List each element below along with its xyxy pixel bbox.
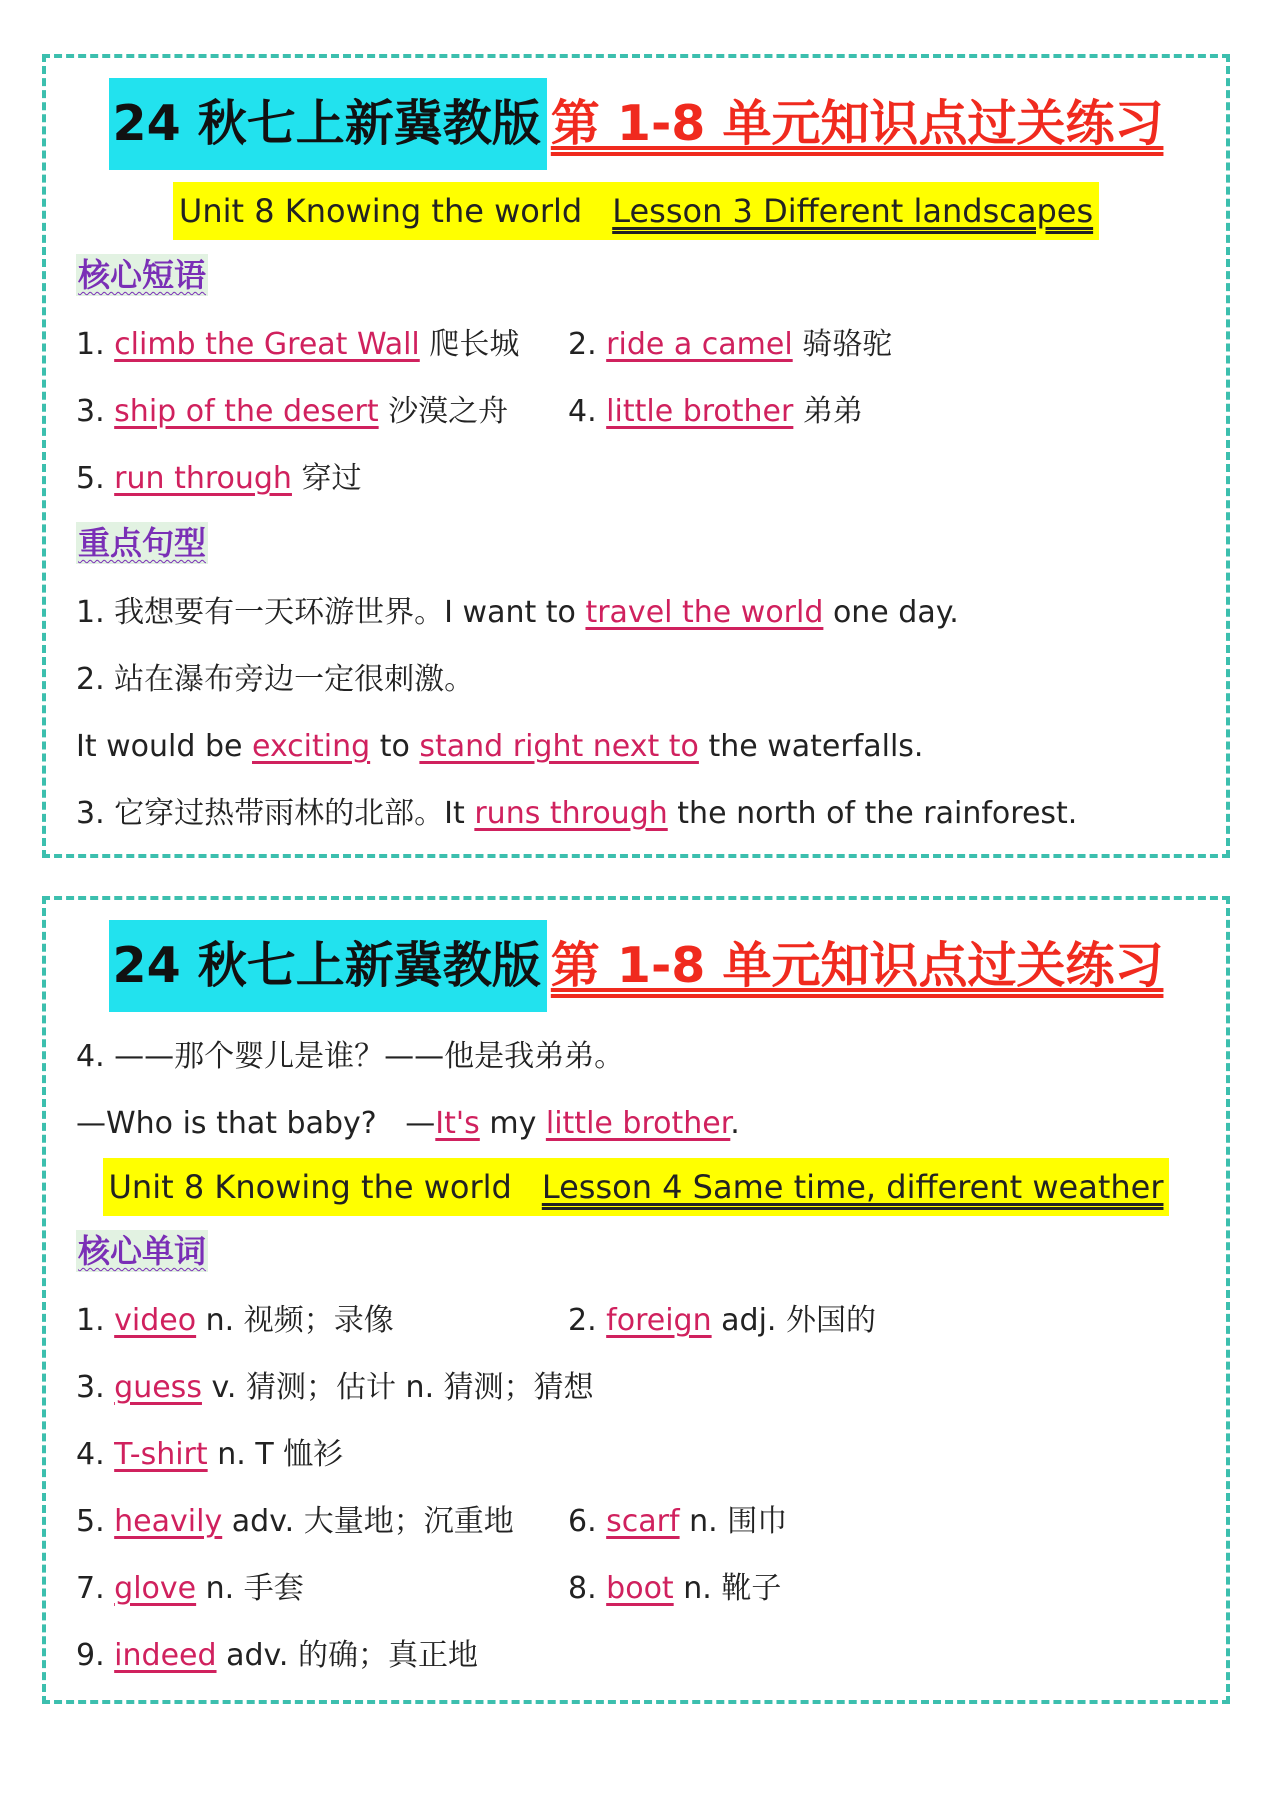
word-answer: foreign (606, 1303, 712, 1338)
sentence-item: 3. 它穿过热带雨林的北部。It runs through the north of the rainforest. (76, 796, 1078, 831)
phrase-item: 5. run through 穿过 (76, 461, 362, 496)
title-edition: 24 秋七上新冀教版 (109, 78, 547, 170)
sentence-translation: —Who is that baby? —It's my little brother. (76, 1106, 740, 1141)
sentence-answer: exciting (252, 729, 371, 764)
title-edition: 24 秋七上新冀教版 (109, 920, 547, 1012)
sentence-answer: stand right next to (419, 729, 699, 764)
phrase-answer: little brother (606, 394, 794, 429)
words-heading: 核心单词 (78, 1232, 207, 1270)
unit-title: Unit 8 Knowing the world (178, 192, 583, 230)
sentence-answer: runs through (474, 796, 668, 831)
unit-banner (46, 1158, 1226, 1216)
unit-lesson-highlight (103, 1158, 1170, 1216)
word-item: 6. scarf n. 围巾 (568, 1504, 788, 1539)
unit-lesson-highlight (173, 182, 1099, 240)
phrase-answer: run through (114, 461, 292, 496)
word-answer: T-shirt (114, 1437, 208, 1472)
word-item: 1. video n. 视频；录像 (76, 1303, 394, 1338)
word-answer: video (114, 1303, 197, 1338)
word-item: 2. foreign adj. 外国的 (568, 1303, 877, 1338)
phrase-answer: ride a camel (606, 327, 793, 362)
word-answer: indeed (114, 1638, 217, 1673)
word-answer: heavily (114, 1504, 223, 1539)
phrase-item: 4. little brother 弟弟 (568, 394, 863, 429)
sentence-item: 2. 站在瀑布旁边一定很刺激。 (76, 662, 475, 697)
page-title (46, 920, 1226, 1012)
sentence-answer: travel the world (585, 595, 824, 630)
sentence-item: 4. ——那个婴儿是谁？——他是我弟弟。 (76, 1039, 625, 1074)
word-item: 7. glove n. 手套 (76, 1571, 304, 1606)
worksheet-card-2 (42, 896, 1230, 1704)
unit-banner (46, 182, 1226, 240)
lesson-title: Lesson 3 Different landscapes (612, 192, 1094, 230)
phrase-answer: climb the Great Wall (114, 327, 420, 362)
worksheet-card-1 (42, 54, 1230, 858)
page-title (46, 78, 1226, 170)
sentence-answer: It's (435, 1106, 480, 1141)
unit-title: Unit 8 Knowing the world (108, 1168, 512, 1206)
sentences-heading: 重点句型 (78, 524, 207, 562)
word-answer: guess (114, 1370, 202, 1405)
word-item: 5. heavily adv. 大量地；沉重地 (76, 1504, 514, 1539)
sentence-translation: It would be exciting to stand right next to the waterfalls. (76, 729, 924, 764)
phrase-answer: ship of the desert (114, 394, 379, 429)
title-subject: 第 1-8 单元知识点过关练习 (550, 95, 1164, 152)
phrase-item: 2. ride a camel 骑骆驼 (568, 327, 893, 362)
word-item: 3. guess v. 猜测；估计 n. 猜测；猜想 (76, 1370, 594, 1405)
lesson-title: Lesson 4 Same time, different weather (541, 1168, 1164, 1206)
word-answer: boot (606, 1571, 674, 1606)
word-item: 8. boot n. 靴子 (568, 1571, 782, 1606)
title-subject: 第 1-8 单元知识点过关练习 (550, 937, 1164, 994)
word-answer: scarf (606, 1504, 680, 1539)
sentence-answer: little brother (545, 1106, 731, 1141)
word-item: 4. T-shirt n. T 恤衫 (76, 1437, 344, 1472)
phrase-item: 1. climb the Great Wall 爬长城 (76, 327, 520, 362)
word-answer: glove (114, 1571, 197, 1606)
sentence-item: 1. 我想要有一天环游世界。I want to travel the world one day. (76, 595, 959, 630)
word-item: 9. indeed adv. 的确；真正地 (76, 1638, 479, 1673)
phrase-item: 3. ship of the desert 沙漠之舟 (76, 394, 509, 429)
phrases-heading: 核心短语 (78, 256, 207, 294)
